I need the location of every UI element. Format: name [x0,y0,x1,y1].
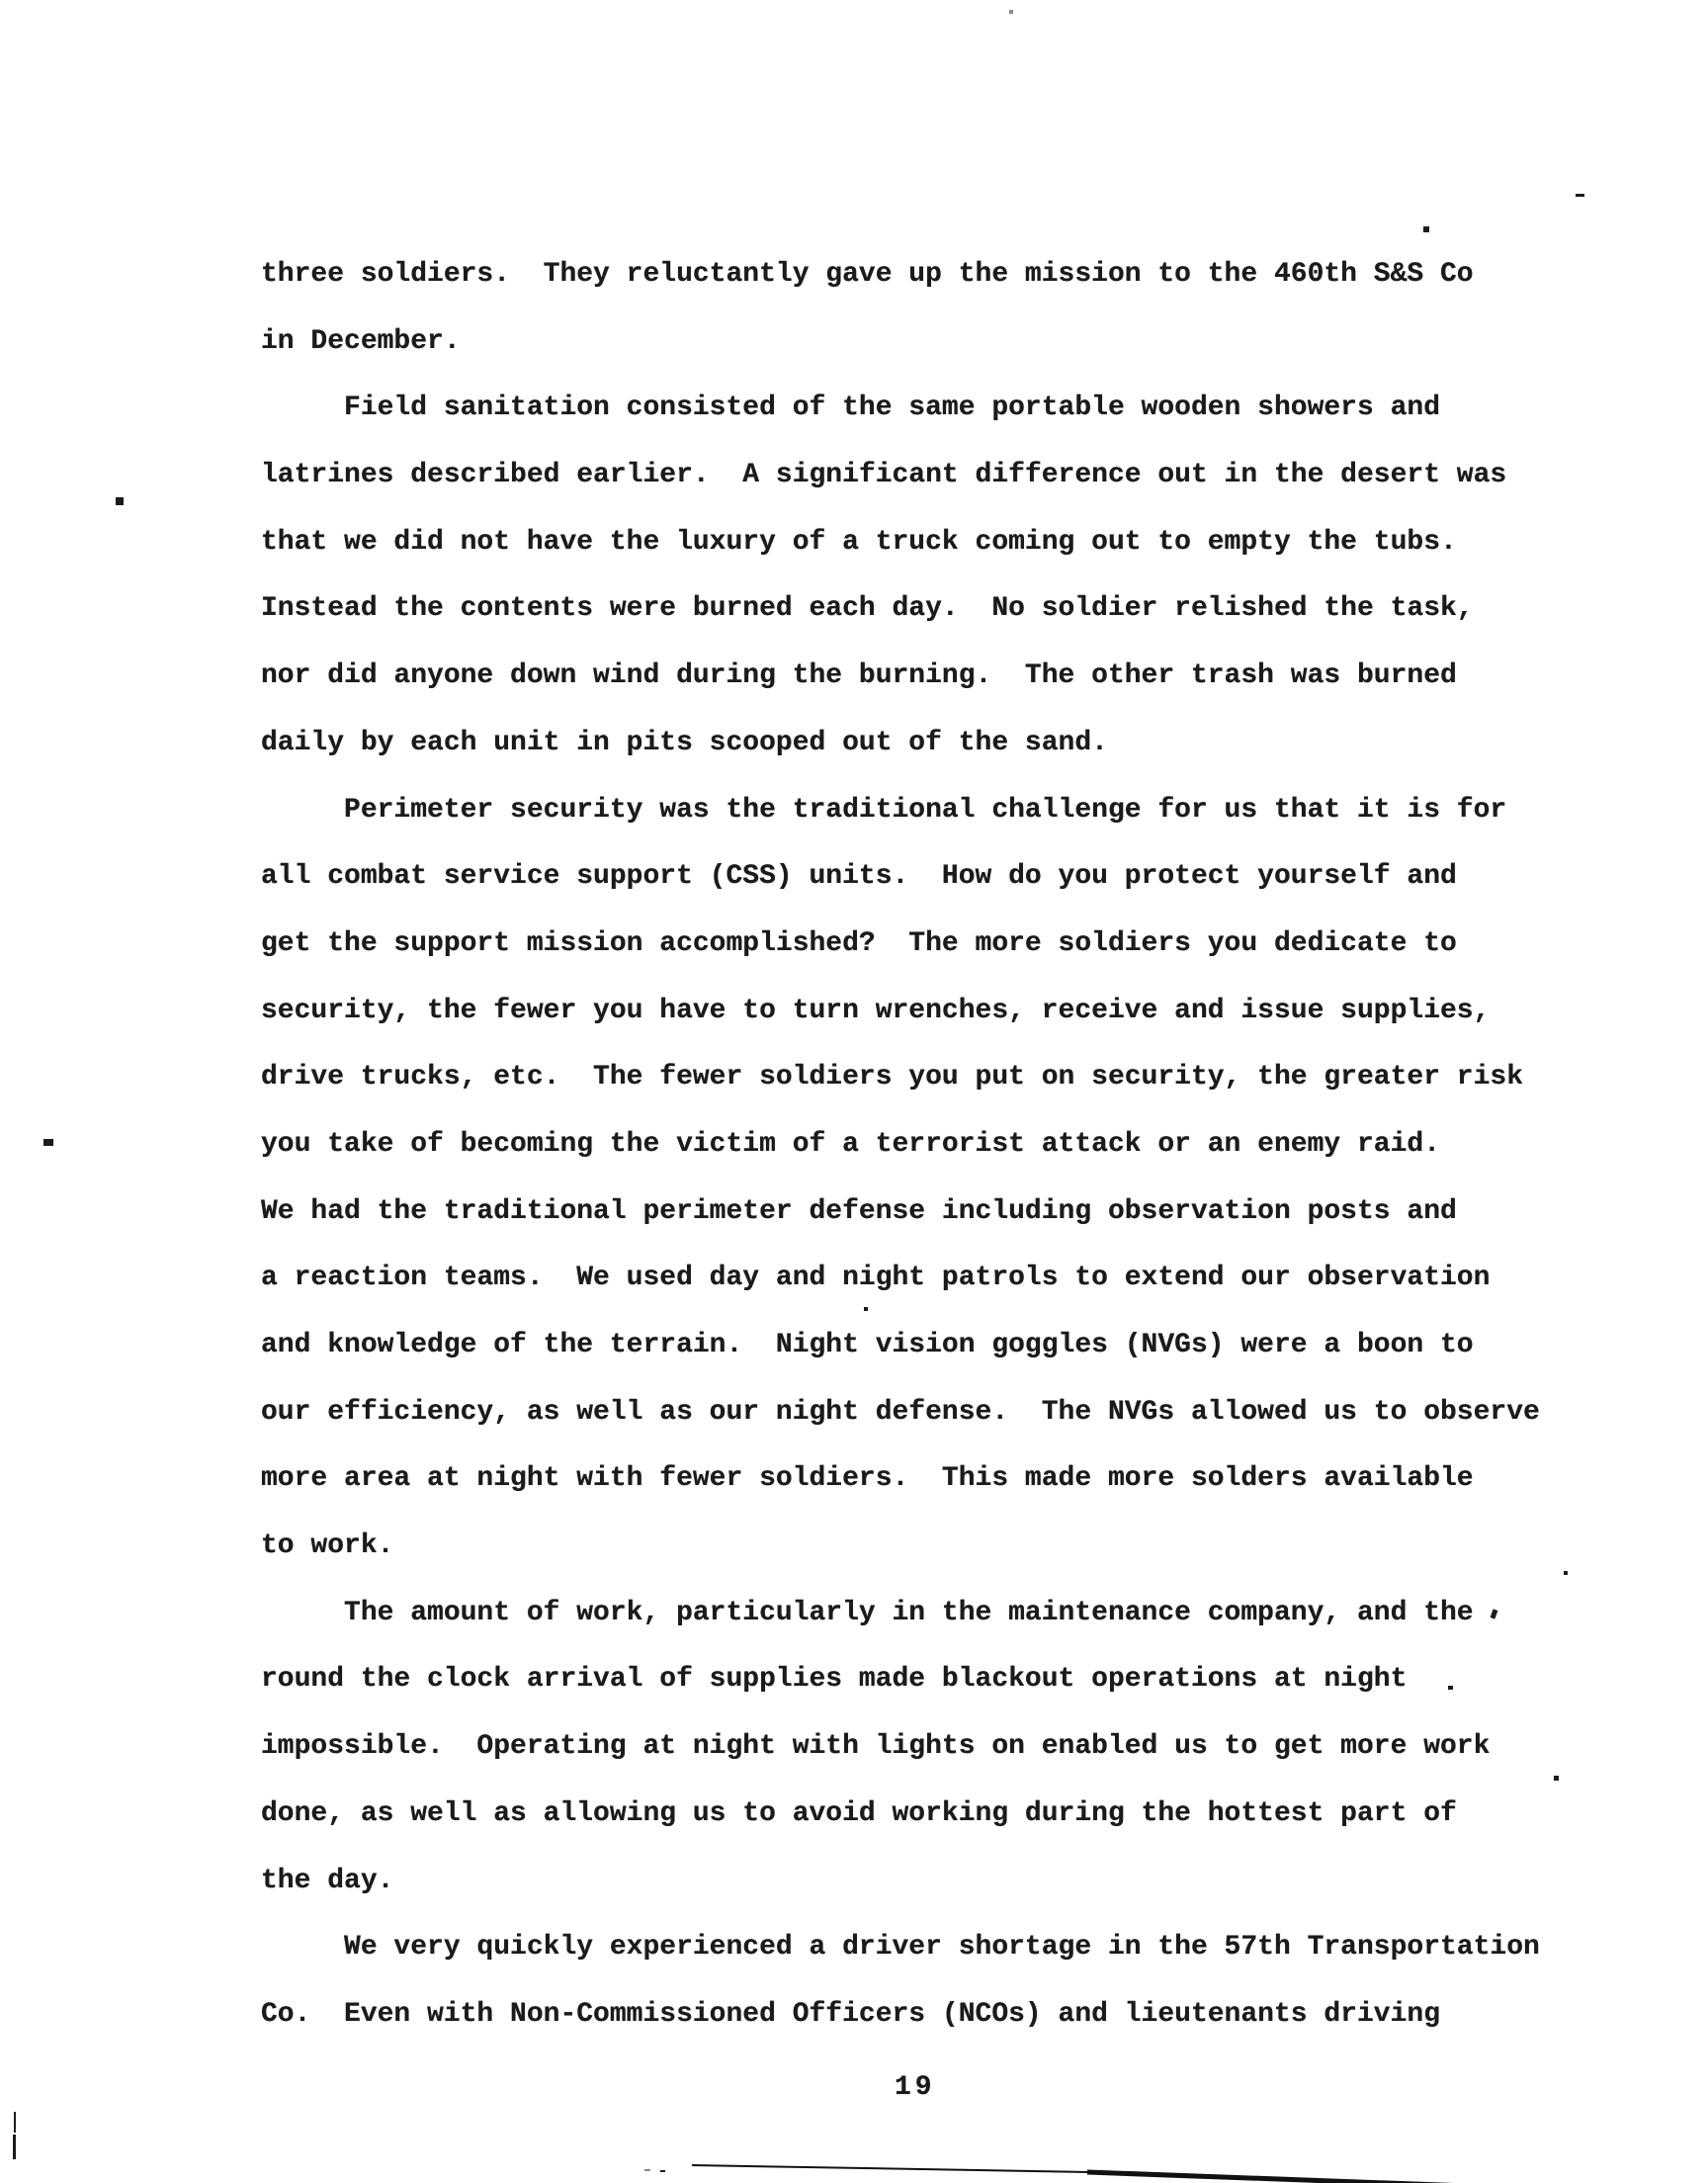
scan-speck [116,497,124,505]
scan-edge-mark [14,2112,16,2133]
scan-speck [1423,226,1429,232]
text-line: We very quickly experienced a driver shortage in the 57th Transportation [261,1932,1540,1964]
text-line: and knowledge of the terrain. Night vision goggles (NVGs) were a boon to [261,1330,1474,1360]
text-line: round the clock arrival of supplies made blackout operations at night [261,1664,1408,1696]
scan-speck [43,1139,53,1146]
scan-speck [1554,1776,1559,1781]
text-line: in December. [261,325,461,357]
scan-speck [660,2170,665,2172]
text-line: three soldiers. They reluctantly gave up the mission to the 460th S&S Co [261,259,1474,290]
text-line: you take of becoming the victim of a terrorist attack or an enemy raid. [261,1128,1440,1160]
text-line: drive trucks, etc. The fewer soldiers you put on security, the greater risk [261,1062,1524,1093]
scan-speck [1448,1686,1453,1690]
scan-edge-mark [13,2135,16,2159]
scan-speck [644,2169,650,2171]
text-line: We had the traditional perimeter defense including observation posts and [261,1195,1457,1227]
text-line: all combat service support (CSS) units. How do you protect yourself and [261,861,1457,893]
text-line: a reaction teams. We used day and night patrols to extend our observation [261,1263,1491,1294]
text-line: more area at night with fewer soldiers. This made more solders available [261,1463,1474,1495]
text-line: security, the fewer you have to turn wrenches, receive and issue supplies, [261,995,1491,1026]
text-line: latrines described earlier. A significant difference out in the desert was [261,460,1507,491]
text-line: daily by each unit in pits scooped out of the sand. [261,727,1108,758]
scan-speck [1576,194,1584,197]
text-line: to work. [261,1530,394,1562]
text-line: Perimeter security was the traditional challenge for us that it is for [261,794,1507,826]
text-line: impossible. Operating at night with lights on enabled us to get more work [261,1731,1491,1763]
text-line: that we did not have the luxury of a truck coming out to empty the tubs. [261,526,1457,558]
text-line: get the support mission accomplished? The more soldiers you dedicate to [261,927,1457,959]
text-line: our efficiency, as well as our night defense. The NVGs allowed us to observe [261,1396,1540,1428]
text-line: Co. Even with Non-Commissioned Officers (NCOs) and lieutenants driving [261,1998,1440,2030]
text-line: Instead the contents were burned each day. No soldier relished the task, [261,593,1474,625]
text-line: The amount of work, particularly in the maintenance company, and the [261,1597,1474,1628]
text-line: Field sanitation consisted of the same portable wooden showers and [261,393,1440,424]
document-body-text [261,241,1540,2049]
page-number: 19 [895,2072,936,2103]
scan-speck [1009,10,1013,14]
scan-speck [1564,1571,1568,1575]
text-line: done, as well as allowing us to avoid working during the hottest part of [261,1797,1457,1829]
text-line: nor did anyone down wind during the burning. The other trash was burned [261,660,1457,692]
text-line: the day. [261,1865,394,1896]
scan-speck [864,1307,868,1311]
